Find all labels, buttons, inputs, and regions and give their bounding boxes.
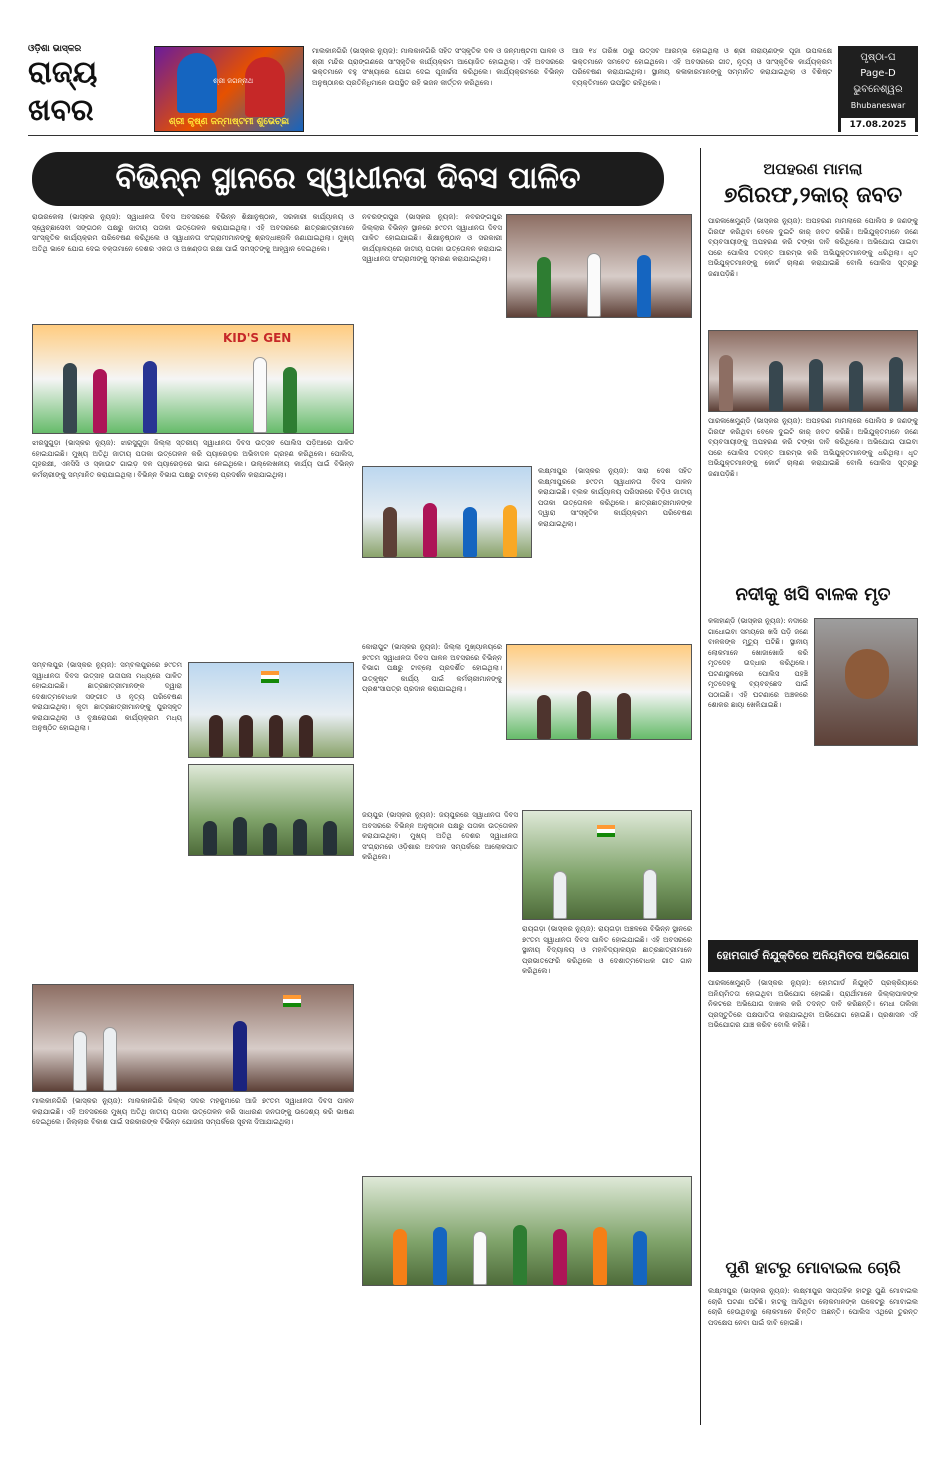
story-nabarangpur: ନବରଙ୍ଗପୁର (ଭାସ୍କର ନ୍ୟୁଜ): ନବରଙ୍ଗପୁର ଜିଲ୍ଲାର ବିଭିନ୍ନ ସ୍ଥାନରେ ୭୯ତମ ସ୍ୱାଧୀନତା ଦିବସ ପାଳିତ ହୋଇଯାଇଛି। ଶିକ୍ଷାନୁଷ୍ଠାନ ଓ ସରକାରୀ କାର୍ଯ୍ୟାଳୟରେ ଜାତୀୟ ପତାକା ଉତ୍ତୋଳନ କରାଯାଇ ସ୍ୱାଧୀନତା ସଂଗ୍ରାମୀଙ୍କୁ ସ୍ମରଣ କରାଯାଇଥିଲା। <box>362 213 502 263</box>
kidnap-kicker: ଅପହରଣ ମାମଲା <box>763 160 863 178</box>
photo-group-celebration <box>362 1176 692 1286</box>
person <box>383 507 397 557</box>
person <box>103 1027 117 1091</box>
photo-parade <box>188 662 354 758</box>
masthead <box>28 40 918 136</box>
city-odia: ଭୁବନେଶ୍ୱର <box>853 84 903 95</box>
person <box>637 255 651 317</box>
person <box>253 357 267 433</box>
person <box>433 1227 447 1285</box>
person <box>503 505 517 557</box>
person <box>323 821 337 855</box>
top-story-col-2: ଆଜ ୧୪ ତାରିଖ ଠାରୁ ଉତ୍ସବ ଆରମ୍ଭ ହୋଇଥିଲା ଓ ଶ୍ରୀ ନାରାୟଣଙ୍କ ପୂଜା ଉପଲକ୍ଷେ ଭକ୍ତମାନେ ସମବେତ ହୋଇଥିଲେ। ଏହି ଅବସରରେ ଗୀତ, ନୃତ୍ୟ ଓ ସାଂସ୍କୃତିକ କାର୍ଯ୍ୟକ୍ରମ ପରିବେଷଣ କରାଯାଇଥିଲା। ସ୍ଥାନୀୟ କଳାକାରମାନଙ୍କୁ ସମ୍ମାନିତ କରାଯାଇଥିଲା ଓ ବିଶିଷ୍ଟ ବ୍ୟକ୍ତିମାନେ ଉପସ୍ଥିତ ରହିଥିଲେ। <box>572 47 832 87</box>
person <box>587 253 601 317</box>
person <box>553 1229 567 1285</box>
person <box>393 1229 407 1285</box>
section-title-line2: ଖବର <box>28 93 94 128</box>
person <box>577 691 591 739</box>
photo-tree-flag <box>522 810 692 920</box>
city-en: Bhubaneswar <box>850 101 906 110</box>
person <box>633 1231 647 1285</box>
photo-banner: KID'S GEN <box>223 331 292 345</box>
story-jeypore: ଜୟପୁର (ଭାସ୍କର ନ୍ୟୁଜ): ଜୟପୁରରେ ସ୍ୱାଧୀନତା ଦିବସ ଅବସରରେ ବିଭିନ୍ନ ଅନୁଷ୍ଠାନ ପକ୍ଷରୁ ପତାକା ଉତ୍ତୋଳନ କରାଯାଇଥିଲା। ମୁଖ୍ୟ ଅତିଥି ଦେଶର ସ୍ୱାଧୀନତା ସଂଗ୍ରାମରେ ଓଡ଼ିଶାର ଅବଦାନ ସମ୍ପର୍କରେ ଆଲୋକପାତ କରିଥିଲେ। <box>362 811 518 861</box>
story-intro: ରାଉରକେଲା (ଭାସ୍କର ନ୍ୟୁଜ): ସ୍ୱାଧୀନତା ଦିବସ ଅବସରରେ ବିଭିନ୍ନ ଶିକ୍ଷାନୁଷ୍ଠାନ, ସରକାରୀ କାର୍ଯ୍ୟାଳୟ ଓ ସ୍ୱେଚ୍ଛାସେବୀ ସଙ୍ଗଠନ ପକ୍ଷରୁ ଜାତୀୟ ପତାକା ଉତ୍ତୋଳନ କରାଯାଇଥିଲା। ଏହି ଅବସରରେ ଛାତ୍ରଛାତ୍ରୀମାନେ ସାଂସ୍କୃତିକ କାର୍ଯ୍ୟକ୍ରମ ପରିବେଷଣ କରିଥିଲେ ଓ ସ୍ୱାଧୀନତା ସଂଗ୍ରାମୀମାନଙ୍କୁ ଶ୍ରଦ୍ଧାଞ୍ଜଳି ଜଣାଯାଇଥିଲା। ମୁଖ୍ୟ ଅତିଥି ଭାବେ ଯୋଗ ଦେଇ ବକ୍ତାମାନେ ଦେଶର ଏକତା ଓ ଅଖଣ୍ଡତା ରକ୍ଷା ପାଇଁ ସମସ୍ତଙ୍କୁ ଆହ୍ୱାନ ଦେଇଥିଲେ। <box>32 213 354 253</box>
person <box>553 871 567 919</box>
photo-school-function <box>506 214 692 318</box>
person <box>263 823 277 855</box>
deity-figure <box>177 53 217 113</box>
homeguard-story: ପାରଳାଖେମୁଣ୍ଡି (ଭାସ୍କର ନ୍ୟୁଜ): ହୋମଗାର୍ଡ ନିଯୁକ୍ତି ପ୍ରକ୍ରିୟାରେ ଅନିୟମିତତା ହୋଇଥିବା ଅଭିଯୋଗ ହୋଇଛି। ପ୍ରାର୍ଥୀମାନେ ଜିଲ୍ଲାପାଳଙ୍କ ନିକଟରେ ଅଭିଯୋଗ ଦାଖଲ କରି ତଦନ୍ତ ଦାବି କରିଛନ୍ତି। ମେଧା ତାଲିକା ପ୍ରସ୍ତୁତିରେ ପକ୍ଷପାତିତା କରାଯାଇଥିବା ଅଭିଯୋଗ ହୋଇଛି। ପ୍ରଶାସନ ଏହି ଅଭିଯୋଗର ଯାଞ୍ଚ କରିବ ବୋଲି କହିଛି। <box>708 979 918 1029</box>
person <box>143 361 157 433</box>
person <box>423 503 437 557</box>
date-en: 17.08.2025 <box>841 118 915 132</box>
person <box>233 1021 247 1091</box>
story-malkangiri: ମାଲକାନଗିରି (ଭାସ୍କର ନ୍ୟୁଜ): ମାଲକାନଗିରି ଜିଲ୍ଲା ସଦର ମହକୁମାରେ ଆଜି ୭୯ତମ ସ୍ୱାଧୀନତା ଦିବସ ପାଳନ କରାଯାଇଛି। ଏହି ଅବସରରେ ମୁଖ୍ୟ ଅତିଥି ଜାତୀୟ ପତାକା ଉତ୍ତୋଳନ କରି ସାଧାରଣ ଜନତାଙ୍କୁ ଉଦ୍ଦେଶ୍ୟ କରି ଭାଷଣ ଦେଇଥିଲେ। ଜିଲ୍ଲାର ବିକାଶ ପାଇଁ ସରକାରଙ୍କ ବିଭିନ୍ନ ଯୋଜନା ସମ୍ପର୍କରେ ସୂଚନା ଦିଆଯାଇଥିଲା। <box>32 1097 354 1126</box>
page-info-box <box>838 46 918 132</box>
page-code: Page-D <box>860 68 896 79</box>
photo-arrested-accused <box>708 330 918 412</box>
photo-flag-hoisting <box>32 984 354 1092</box>
person <box>233 817 247 855</box>
person <box>293 819 307 855</box>
person <box>719 355 733 411</box>
section-logo <box>28 44 150 132</box>
person <box>809 359 823 411</box>
kidnap-headline: ୭ଗିରଫ,୨କାର୍ ଜବତ <box>723 182 903 208</box>
kidnap-story-top: ପାରଳାଖେମୁଣ୍ଡି (ଭାସ୍କର ନ୍ୟୁଜ): ଅପହରଣ ମାମଲାରେ ପୋଲିସ ୭ ଜଣଙ୍କୁ ଗିରଫ କରିଥିବା ବେଳେ ଦୁଇଟି କାର୍ ଜବତ କରିଛି। ଅଭିଯୁକ୍ତମାନେ ଜଣେ ବ୍ୟବସାୟୀଙ୍କୁ ଅପହରଣ କରି ଟଙ୍କା ଦାବି କରିଥିଲେ। ଅଭିଯୋଗ ପାଇବା ପରେ ପୋଲିସ ତଦନ୍ତ ଆରମ୍ଭ କରି ଅଭିଯୁକ୍ତମାନଙ୍କୁ ଧରିଥିଲା। ଧୃତ ଅଭିଯୁକ୍ତମାନଙ୍କୁ କୋର୍ଟ ଚାଲାଣ କରାଯାଇଛି ବୋଲି ପୋଲିସ ସୂତ୍ରରୁ ଜଣାପଡ଼ିଛି। <box>708 217 918 278</box>
top-story-col-1: ମାଲକାନଗିରି (ଭାସ୍କର ନ୍ୟୁଜ): ମାଲକାନଗିରି ସହିତ ସଂସ୍କୃତିକ ଦଳ ଓ ଜନ୍ମାଷ୍ଟମୀ ପାଳନ ଓ ଶ୍ରୀ ମନ୍ଦିର ପ୍ରାଙ୍ଗଣରେ ସାଂସ୍କୃତିକ କାର୍ଯ୍ୟକ୍ରମ ଆୟୋଜିତ ହୋଇଥିଲା। ଏହି ଅବସରରେ ଭକ୍ତମାନେ ବହୁ ସଂଖ୍ୟାରେ ଯୋଗ ଦେଇ ପୂଜାର୍ଚ୍ଚନା କରିଥିଲେ। କାର୍ଯ୍ୟକ୍ରମରେ ବିଭିନ୍ନ ଅନୁଷ୍ଠାନର ପ୍ରତିନିଧିମାନେ ଉପସ୍ଥିତ ରହି ଭଜନ କୀର୍ତ୍ତନ କରିଥିଲେ। <box>312 47 564 87</box>
photo-cultural-dance <box>188 764 354 856</box>
drown-story-left: କଳାହାଣ୍ଡି (ଭାସ୍କର ନ୍ୟୁଜ): ନଦୀରେ ଗାଧୋଇବା ସମୟରେ ଖସି ପଡ଼ି ଜଣେ ବାଳକଙ୍କ ମୃତ୍ୟୁ ଘଟିଛି। ସ୍ଥାନୀୟ ଲୋକମାନେ ଖୋଜାଖୋଜି କରି ମୃତଦେହ ଉଦ୍ଧାର କରିଥିଲେ। ଘଟଣାସ୍ଥଳରେ ପୋଲିସ ପହଞ୍ଚି ମୃତଦେହକୁ ବ୍ୟବଚ୍ଛେଦ ପାଇଁ ପଠାଇଛି। ଏହି ଘଟଣାରେ ଅଞ୍ଚଳରେ ଶୋକର ଛାୟା ଖେଳିଯାଇଛି। <box>708 617 808 709</box>
person <box>537 695 551 739</box>
photo-tableau <box>506 644 692 740</box>
person <box>93 369 107 433</box>
ad-logo: ଶ୍ରୀ ଜଗନ୍ନାଥ <box>213 77 254 85</box>
homeguard-headline: ହୋମଗାର୍ଡ ନିଯୁକ୍ତିରେ ଅନିୟମିତତା ଅଭିଯୋଗ <box>708 940 918 972</box>
person <box>537 257 551 317</box>
column-rule <box>700 148 701 1425</box>
person <box>63 363 77 433</box>
flag-icon <box>283 995 301 1007</box>
person <box>617 693 631 739</box>
flag-icon <box>597 825 615 837</box>
page-label: ପୃଷ୍ଠା-ଘ <box>860 52 896 63</box>
person <box>283 367 297 433</box>
main-headline: ବିଭିନ୍ନ ସ୍ଥାନରେ ସ୍ୱାଧୀନତା ଦିବସ ପାଳିତ <box>32 152 664 206</box>
photo-office-gathering <box>362 466 532 558</box>
person <box>209 715 223 757</box>
kidnap-story-bottom: ପାରଳାଖେମୁଣ୍ଡି (ଭାସ୍କର ନ୍ୟୁଜ): ଅପହରଣ ମାମଲାରେ ପୋଲିସ ୭ ଜଣଙ୍କୁ ଗିରଫ କରିଥିବା ବେଳେ ଦୁଇଟି କାର୍ ଜବତ କରିଛି। ଅଭିଯୁକ୍ତମାନେ ଜଣେ ବ୍ୟବସାୟୀଙ୍କୁ ଅପହରଣ କରି ଟଙ୍କା ଦାବି କରିଥିଲେ। ଅଭିଯୋଗ ପାଇବା ପରେ ପୋଲିସ ତଦନ୍ତ ଆରମ୍ଭ କରି ଅଭିଯୁକ୍ତମାନଙ୍କୁ ଧରିଥିଲା। ଧୃତ ଅଭିଯୁକ୍ତମାନଙ୍କୁ କୋର୍ଟ ଚାଲାଣ କରାଯାଇଛି ବୋଲି ପୋଲିସ ସୂତ୍ରରୁ ଜଣାପଡ଼ିଛି। <box>708 417 918 478</box>
person <box>849 361 863 411</box>
person <box>203 821 217 855</box>
story-jharsuguda: ଝାରସୁଗୁଡ଼ା (ଭାସ୍କର ନ୍ୟୁଜ): ଝାରସୁଗୁଡ଼ା ଜିଲ୍ଲା ସ୍ତରୀୟ ସ୍ୱାଧୀନତା ଦିବସ ଉତ୍ସବ ପୋଲିସ ପଡ଼ିଆରେ ପାଳିତ ହୋଇଯାଇଛି। ମୁଖ୍ୟ ଅତିଥି ଜାତୀୟ ପତାକା ଉତ୍ତୋଳନ କରି ପ୍ୟାରେଡ଼ର ଅଭିବାଦନ ଗ୍ରହଣ କରିଥିଲେ। ପୋଲିସ, ଗୃହରକ୍ଷୀ, ଏନସିସି ଓ ସ୍କାଉଟ ଗାଇଡ଼ ଦଳ ପ୍ୟାରେଡ଼ରେ ଭାଗ ନେଇଥିଲେ। ଉଲ୍ଲେଖନୀୟ କାର୍ଯ୍ୟ ପାଇଁ ବିଭିନ୍ନ କର୍ମଚାରୀଙ୍କୁ ସମ୍ମାନିତ କରାଯାଇଥିଲା। ବିଭିନ୍ନ ବିଭାଗ ପକ୍ଷରୁ ଟାବ୍ଲୋ ପ୍ରଦର୍ଶନ କରାଯାଇଥିଲା। <box>32 439 354 479</box>
person <box>593 1227 607 1285</box>
person <box>463 507 477 557</box>
person <box>513 1225 527 1285</box>
story-sambalpur: ସମ୍ବଲପୁର (ଭାସ୍କର ନ୍ୟୁଜ): ସମ୍ବଲପୁରରେ ୭୯ତମ ସ୍ୱାଧୀନତା ଦିବସ ଉତ୍ସାହ ଉଦ୍ଦୀପନା ମଧ୍ୟରେ ପାଳିତ ହୋଇଯାଇଛି। ଛାତ୍ରଛାତ୍ରୀମାନଙ୍କ ଦ୍ୱାରା ଦେଶାତ୍ମବୋଧକ ସଙ୍ଗୀତ ଓ ନୃତ୍ୟ ପରିବେଷଣ କରାଯାଇଥିଲା। କୃତୀ ଛାତ୍ରଛାତ୍ରୀମାନଙ୍କୁ ପୁରସ୍କୃତ କରାଯାଇଥିଲା ଓ ବୃକ୍ଷରୋପଣ କାର୍ଯ୍ୟକ୍ରମ ମଧ୍ୟ ଅନୁଷ୍ଠିତ ହୋଇଥିଲା। <box>32 661 182 732</box>
photo-award-ceremony <box>32 324 354 434</box>
newspaper-page <box>28 40 918 1425</box>
person <box>889 357 903 411</box>
mobile-headline: ପୁଣି ହାଟରୁ ମୋବାଇଲ ଚୋରି <box>725 1258 901 1277</box>
person <box>73 1031 87 1091</box>
portrait-figure <box>245 57 285 117</box>
person <box>769 361 783 411</box>
flag-icon <box>261 671 279 683</box>
boy-face <box>845 649 889 699</box>
person <box>473 1231 487 1285</box>
mobile-story: ଲକ୍ଷ୍ମୀପୁର (ଭାସ୍କର ନ୍ୟୁଜ): ଲକ୍ଷ୍ମୀପୁର ସାପ୍ତାହିକ ହାଟରୁ ପୁଣି ମୋବାଇଲ ଚୋରି ଘଟଣା ଘଟିଛି। ହାଟକୁ ଆସିଥିବା ଲୋକମାନଙ୍କ ପକେଟରୁ ମୋବାଇଲ ଚୋରି ହେଉଥିବାରୁ ଲୋକମାନେ ଚିନ୍ତିତ ଅଛନ୍ତି। ପୋଲିସ ଏଥିରେ ତୁରନ୍ତ ପଦକ୍ଷେପ ନେବା ପାଇଁ ଦାବି ହୋଇଛି। <box>708 1287 918 1327</box>
brand-name: ଓଡ଼ିଶା ଭାସ୍କର <box>28 44 82 54</box>
drown-headline: ନଦୀକୁ ଖସି ବାଳକ ମୃତ <box>735 584 891 605</box>
story-lakshmipur: ଲକ୍ଷ୍ମୀପୁର (ଭାସ୍କର ନ୍ୟୁଜ): ସାରା ଦେଶ ସହିତ ଲକ୍ଷ୍ମୀପୁରରେ ୭୯ତମ ସ୍ୱାଧୀନତା ଦିବସ ପାଳନ କରାଯାଇଛି। ବ୍ଲକ କାର୍ଯ୍ୟାଳୟ ପରିସରରେ ବିଡ଼ିଓ ଜାତୀୟ ପତାକା ଉତ୍ତୋଳନ କରିଥିଲେ। ଛାତ୍ରଛାତ୍ରୀମାନଙ୍କ ଦ୍ୱାରା ସାଂସ୍କୃତିକ କାର୍ଯ୍ୟକ୍ରମ ପରିବେଷଣ କରାଯାଇଥିଲା। <box>538 467 692 528</box>
person <box>239 715 253 757</box>
person <box>299 715 313 757</box>
story-rayagada: ରାୟଗଡ଼ା (ଭାସ୍କର ନ୍ୟୁଜ): ରାୟଗଡ଼ା ଅଞ୍ଚଳରେ ବିଭିନ୍ନ ସ୍ଥାନରେ ୭୯ତମ ସ୍ୱାଧୀନତା ଦିବସ ପାଳିତ ହୋଇଯାଇଛି। ଏହି ଅବସରରେ ସ୍ଥାନୀୟ ବିଦ୍ୟାଳୟ ଓ ମହାବିଦ୍ୟାଳୟର ଛାତ୍ରଛାତ୍ରୀମାନେ ପ୍ରଭାତଫେରି କରିଥିଲେ ଓ ଦେଶାତ୍ମବୋଧକ ଗୀତ ଗାନ କରିଥିଲେ। <box>522 925 692 975</box>
section-title-line1: ରାଜ୍ୟ <box>28 55 98 90</box>
photo-deceased-boy <box>814 618 918 746</box>
ad-caption: ଶ୍ରୀ କୃଷ୍ଣ ଜନ୍ମାଷ୍ଟମୀ ଶୁଭେଚ୍ଛା <box>168 117 290 127</box>
story-koraput: କୋରାପୁଟ (ଭାସ୍କର ନ୍ୟୁଜ): ଜିଲ୍ଲା ମୁଖ୍ୟାଳୟରେ ୭୯ତମ ସ୍ୱାଧୀନତା ଦିବସ ପାଳନ ଅବସରରେ ବିଭିନ୍ନ ବିଭାଗ ପକ୍ଷରୁ ଟାବ୍ଲୋ ପ୍ରଦର୍ଶିତ ହୋଇଥିଲା। ଉତ୍କୃଷ୍ଟ କାର୍ଯ୍ୟ ପାଇଁ କର୍ମଚାରୀମାନଙ୍କୁ ପ୍ରଶଂସାପତ୍ର ପ୍ରଦାନ କରାଯାଇଥିଲା। <box>362 643 502 693</box>
advertisement <box>154 46 304 132</box>
person <box>269 715 283 757</box>
person <box>643 869 657 919</box>
